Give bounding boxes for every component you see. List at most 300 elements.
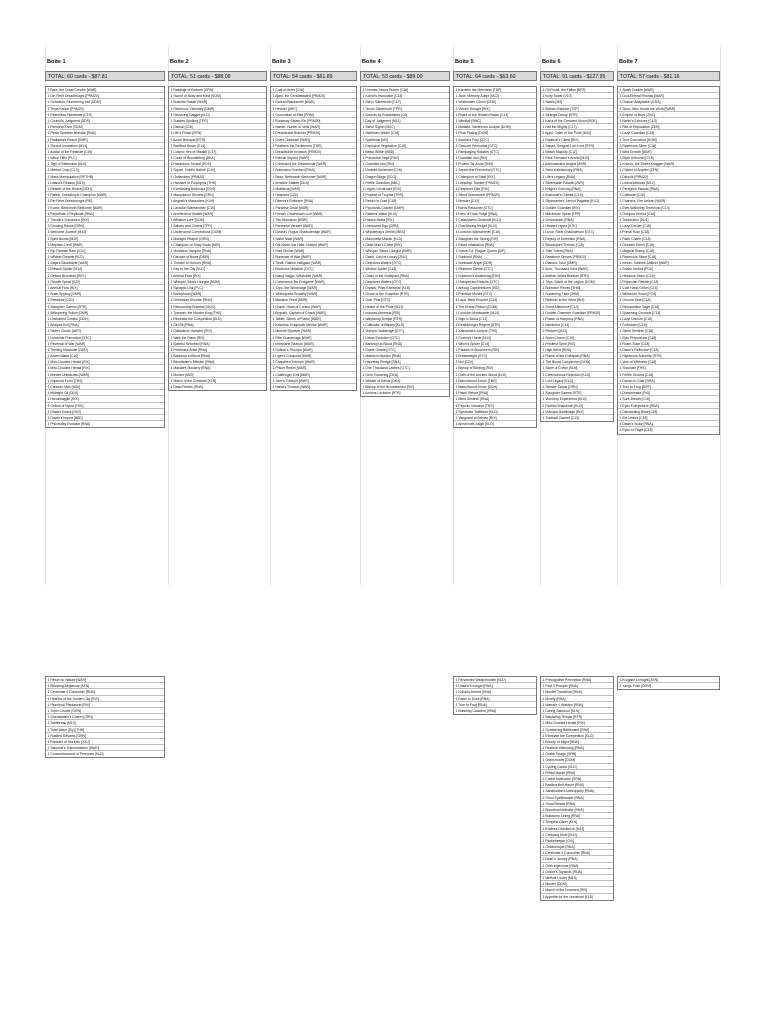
card-row: 1 Deepsnit [C20] [271, 192, 356, 198]
card-row: 1 Cataclysmic Gearhulk [KLD] [454, 217, 536, 223]
card-row: 1 Stubborn Denial [GTC] [454, 266, 536, 272]
card-row: 1 Brain Spyboy [DMR] [46, 291, 164, 297]
card-row: 1 Bishop of the Bloodstained [RIX] [361, 384, 449, 390]
card-row: 1 Reclaim [M12] [541, 328, 613, 334]
card-row: 1 Healer of the Pride [M13] [361, 304, 449, 310]
card-row: 1 Command the Dreadhorde [WAR] [271, 161, 356, 167]
card-row: 1 Namer, Hunter of Vells [WAR] [271, 124, 356, 130]
card-row: 1 Wildwood Scion [PCA] [618, 291, 719, 297]
card-row: 1 Grimalkin, Slumbering Idol [DDM] [46, 99, 164, 105]
card-row: 1 Frilled Mystic [RNA] [541, 770, 613, 776]
card-row: 1 Alathia, World Breaker [RTR] [541, 273, 613, 279]
card-row: 1 Bare, the Great Creator [WAR] [46, 87, 164, 93]
card-row: 1 Welcome Zombie [M14] [46, 229, 164, 235]
card-row: 1 Remorse Over [SDM] [46, 124, 164, 130]
card-row: 1 Eternal Skylord [WAR] [271, 155, 356, 161]
card-row: 1 Prophet of Truphia [TPR] [361, 192, 449, 198]
card-row: 1 Angrath's Marauders [KLN] [169, 198, 266, 204]
card-row: 1 Merfolk Louter [M13] [541, 875, 613, 881]
extra-card-list [453, 676, 537, 715]
card-row: 1 Bonesaw of War [WAR] [271, 254, 356, 260]
card-row: 1 Perennial Versant [WAR] [271, 223, 356, 229]
card-list [360, 86, 450, 397]
card-row: 1 Genesis Storm [C18] [618, 242, 719, 248]
card-row: 1 Stelo Kaleidocopy [RNA] [541, 167, 613, 173]
card-row: 1 Voice's Hunger [RIX] [454, 106, 536, 112]
card-row: 1 Lavadon Warhammer [C16] [169, 205, 266, 211]
card-row: 1 Harbor Motta [RIX] [361, 217, 449, 223]
card-row: 1 Sabers and Chains [TPR] [169, 223, 266, 229]
card-row: 1 Daring Sabotour [KLN] [541, 708, 613, 714]
card-row: 1 Steve Signet [M2C] [361, 124, 449, 130]
box-title: Boite 4 [362, 59, 381, 65]
card-row: 1 Tradicall Gambit [C13] [542, 415, 579, 420]
card-row: 1 Lazyl Guardian [C18] [618, 130, 719, 136]
card-list [617, 86, 720, 435]
card-row: 1 Grim Ingenious [RNA] [541, 863, 613, 869]
card-row: 1 Dream to Gate [RNA] [618, 378, 719, 384]
card-row: 1 Basilica Bell-Haunt [RNA] [541, 782, 613, 788]
card-row: 1 Vanguard of Brimaz [RIX] [454, 415, 536, 421]
card-row: 1 Hearths of the Golden City [RIX] [46, 696, 164, 702]
card-row: 1 Dean's Jocuby [RNA] [541, 856, 613, 862]
card-list [540, 86, 614, 422]
card-row: 1 Dawn's Scaly [RNA] [618, 421, 719, 427]
card-row: 1 Peacekeeper [GIX] [541, 838, 613, 844]
card-row: 1 Eliminate the Competition [KLD] [541, 733, 613, 739]
card-row: 1 Deepsnet Waters [GTC] [361, 279, 449, 285]
box-total: TOTAL: 57 cards - $81.16 [617, 71, 720, 81]
card-row: 1 Massum Feed [DMR] [271, 297, 356, 303]
card-row: 1 Arterial Flow [RIX] [46, 285, 164, 291]
card-row: 1 Life's Legacy [RNA] [541, 174, 613, 180]
card-row: 1 Squee, Goblin Nabob [C19] [169, 167, 266, 173]
card-row: 1 Slaughter the Strong [RIX] [454, 236, 536, 242]
card-row: 1 Dead Man's Chest [RIX] [361, 242, 449, 248]
card-row: 1 Seedborn Droves [PRM20] [541, 254, 613, 260]
card-row: 1 Idol [C20] [454, 359, 536, 365]
card-row: 1 Epic Proportions [C18] [618, 335, 719, 341]
card-row: 1 Psychic Intrusion [THS] [454, 403, 536, 409]
card-row: 1 Lost Legacy [KLD] [541, 378, 613, 384]
card-row: 1 Storm a Crown [KLN] [541, 365, 613, 371]
card-row: 1 Draxin's Import [BBD] [46, 415, 164, 421]
card-row: 1 Induced Amnesia [RRI] [361, 310, 449, 316]
card-row: 1 Roam Solar [C18] [618, 341, 719, 347]
card-row: 1 Glacier Knack [GK2] [46, 409, 164, 415]
card-row: 1 Amoog Capsbreakers [ISD] [454, 285, 536, 291]
card-row: 1 Rattok, Dreadboyle Champion [WAR] [46, 192, 164, 198]
card-row: 1 Key to the City [KLD] [169, 266, 266, 272]
card-row: 1 Tenuo Sabertooth [TPR] [361, 106, 449, 112]
card-row: 1 Dreadnyr Tracker [PRM20] [454, 180, 536, 186]
card-row: 1 Invisible Stalker [DKA] [271, 180, 356, 186]
card-row: 1 Murder [M20] [169, 372, 266, 378]
card-row: 1 Ordeal of Nylea [THS] [46, 403, 164, 409]
card-row: 1 Beast Within [BBD] [361, 149, 449, 155]
card-row: 1 Hemlock Storm [C18] [618, 273, 719, 279]
card-row: 1 Bloodmal Infiltrator [RNA] [541, 807, 613, 813]
card-row: 1 Azure Betrayal [RTR] [169, 137, 266, 143]
card-row: 1 Obscure Primordial [GTC] [454, 143, 536, 149]
card-row: 1 Whistlebay's Zenith [MBS] [361, 229, 449, 235]
card-row: 1 Auro, Thousand Kent [WAR] [541, 266, 613, 272]
card-row: 1 Widespread Brutality [WAR] [271, 291, 356, 297]
card-row: 1 Thrilling Marauder [DDU] [46, 347, 164, 353]
card-row: 1 Dead Revels [RNA] [170, 385, 203, 389]
card-row: 1 Vulnapa Guildmage [RIX] [541, 409, 613, 415]
card-row: 1 Murder Transition [RNA] [541, 689, 613, 695]
card-row: 1 Psychosis Crawler [DMR] [361, 205, 449, 211]
card-row: 1 Mass Manipulation [RPTHB] [46, 174, 164, 180]
card-row: 1 Eyes Everywhere [RNA] [618, 403, 719, 409]
card-row: 1 Boros Reckoner [GTC] [454, 205, 536, 211]
card-row: 1 Kiang Vaggo, Wildsrider [WAR] [271, 273, 356, 279]
card-row: 1 Guardian Idol [RIX] [454, 155, 536, 161]
card-row: 1 Appetite for the Unnatural [KLD] [542, 894, 594, 899]
extra-card-list [45, 676, 165, 758]
card-row: 1 Kolvid's Advent [RNA] [454, 689, 536, 695]
card-row: 1 Snake Umbra [PCA] [618, 266, 719, 272]
card-row: 1 Primordial Sage [RAV] [361, 155, 449, 161]
card-row: 1 Liger's Conquest [WAR] [271, 353, 356, 359]
card-row: 1 Chandra's Triumph [WAR] [271, 359, 356, 365]
card-row: 1 Gruul Spellbreaker [RNA] [541, 795, 613, 801]
card-row: 1 Coat of Arms [C06] [271, 87, 356, 93]
card-row: 1 Synaptic Link [PLC] [169, 285, 266, 291]
card-row: 1 Drachri's Insight [RNA] [454, 683, 536, 689]
card-row: 1 Gideon's Triumph [WAR] [271, 347, 356, 353]
card-row: 1 Ivory Tower [V10] [541, 93, 613, 99]
card-row: 1 Mortify [RNA] [541, 696, 613, 702]
card-row: 1 Uncharted Creator [DDH] [46, 316, 164, 322]
card-row: 1 Unmoored Ego [GRN] [361, 223, 449, 229]
card-row: 1 Sure-Breath [C18] [618, 396, 719, 402]
card-row: 1 Forbidden [C18] [618, 322, 719, 328]
card-row: 1 Groundline of Elite [PRM] [271, 112, 356, 118]
card-row: 1 March of the Drowned [KLN] [169, 378, 266, 384]
card-row: 1 Dreadbrade Butcher [PRM20] [271, 130, 356, 136]
card-row: 1 Silent Gravestone [PRM20] [454, 192, 536, 198]
card-row: 1 Turn to Frog [RNA] [454, 702, 536, 708]
card-row: 1 Maddom Mystics [RNA] [361, 353, 449, 359]
card-row: 1 Phyrexian Rebirth [C18] [618, 279, 719, 285]
card-row: 1 Martial Coup [C13] [46, 167, 164, 173]
card-row: 1 Dragon Mage [SCG] [361, 174, 449, 180]
card-row: 1 Rakh Charm [C18] [618, 236, 719, 242]
box-total: TOTAL: 54 cards - $61.89 [270, 71, 357, 81]
card-row: 1 Diterva's Embrace [RNA] [271, 198, 356, 204]
card-row: 1 Ground Seal [C18] [618, 297, 719, 303]
card-row: 1 Reliever to the Wind [RIX] [541, 297, 613, 303]
card-row: 1 Oracon Adaptation [DDS] [618, 99, 719, 105]
card-row: 1 Knight's Evening [RNA] [541, 186, 613, 192]
card-row: 1 Righteous Authority [RTR] [618, 353, 719, 359]
card-row: 1 Krugahn's Insight [ZEN] [618, 677, 719, 683]
card-row: 1 Azorius Lockdow [RTR] [362, 391, 401, 396]
card-row: 1 Creeping Mold [KLD] [541, 832, 613, 838]
card-row: 1 God-Eternal Rhonas [WAR] [618, 93, 719, 99]
card-row: 1 Revolving Dagger [KLD] [169, 112, 266, 118]
card-row: 1 Lovedon Warhammer [C16] [454, 229, 536, 235]
card-row: 1 Champion of Stray Souls [M20] [169, 242, 266, 248]
card-row: 1 Booleous Mutation [GTC] [271, 266, 356, 272]
card-row: 1 Radenal's Climb [RIX] [541, 137, 613, 143]
card-row: 1 Dismal [C16] [169, 124, 266, 130]
card-row: 1 Riva, Termano's Anvild [M15] [541, 155, 613, 161]
card-row: 1 Marionette Master [KLD] [361, 236, 449, 242]
card-row: 1 Stasis [M3] [541, 99, 613, 105]
card-row: 1 Oath of the Ancient Wood [KLD] [454, 372, 536, 378]
card-row: 1 Faithful Shandown [KLD] [541, 403, 613, 409]
extra-card-list [540, 676, 614, 901]
card-row: 1 Whisper, Blood Liturgist [DMR] [361, 248, 449, 254]
card-row: 1 Paradise Druid [WAR] [271, 205, 356, 211]
card-row: 1 Tibalt, Rakish Instigator [WAR] [271, 260, 356, 266]
card-row: 1 Liliana's Reason [M13] [46, 180, 164, 186]
card-row: 1 Ravenous Slime [C18] [618, 143, 719, 149]
card-row: 1 Avatar of the Reatride [C19] [46, 149, 164, 155]
card-row: 1 Vow of Wildness [C18] [618, 359, 719, 365]
card-row: 1 Hornswaggle [RIX] [46, 396, 164, 402]
card-row: 1 Ebbash Spider [M14] [46, 266, 164, 272]
card-row: 1 Witch's Spider [C13] [454, 341, 536, 347]
card-row: 1 Grimoldan Shoetar [RNA] [169, 297, 266, 303]
card-row: 1 Knorus, the Street Kraggen [WAR] [618, 161, 719, 167]
card-row: 1 Defiant Bloodlord [BFZ] [46, 273, 164, 279]
card-row: 1 Midnight Oil [DDS] [46, 390, 164, 396]
card-row: 1 Council's Judgment [DDS] [46, 118, 164, 124]
card-row: 1 Breakweight [GTC] [454, 353, 536, 359]
card-row: 1 Din Fleet Dreadnought [RE] [46, 198, 164, 204]
card-row: 1 Flame of the Guildpact [RNA] [541, 353, 613, 359]
card-list [168, 86, 267, 391]
card-row: 1 Spark Double [WAR] [618, 87, 719, 93]
card-row: 1 Undead Alchemist [C16] [361, 167, 449, 173]
card-row: 1 Peregrine Haunts [RNA] [618, 186, 719, 192]
card-row: 1 Mayhem Devil [WAR] [46, 242, 164, 248]
card-row: 1 Growth Chamber Guardian [PRM20] [541, 310, 613, 316]
card-row: 1 Tezzeratior [DD1] [618, 217, 719, 223]
card-row: 1 Interplane Beacon [WAR] [271, 341, 356, 347]
card-row: 1 Unexpected Results [GTC] [454, 279, 536, 285]
card-row: 1 Rambler of Morinds [JOU] [46, 739, 164, 745]
card-row: 1 Bishop of Binding [RIX] [454, 365, 536, 371]
box-total: TOTAL: 53 cards - $89.00 [360, 71, 450, 81]
card-row: 1 Caravan Man [M20] [46, 384, 164, 390]
card-row: 1 Sinister Sands [GRN] [541, 384, 613, 390]
card-row: 1 Beach Majority [C17] [541, 149, 613, 155]
card-row: 1 Sepulchral Primordial [GTC] [454, 167, 536, 173]
card-row: 1 Wreath of Geists [DKA] [361, 378, 449, 384]
card-row: 1 The Eldest Reborn [DOM] [454, 304, 536, 310]
card-row: 1 Warrant // Warden [RNA] [541, 702, 613, 708]
card-row: 1 Deepsnet Waters [GTC] [361, 260, 449, 266]
card-row: 1 Kuomme's Awakening [RIX] [454, 273, 536, 279]
card-row: 1 Raiders' Wake [KLN] [361, 211, 449, 217]
card-row: 1 Wildest Dreams [KLD] [46, 254, 164, 260]
card-row: 1 High Wind [RNA] [541, 347, 613, 353]
card-row: 1 Armorcraft Judge [KLD] [455, 422, 494, 427]
card-row: 1 Garza Zol, Plague Queen [DIP] [454, 248, 536, 254]
card-row: 1 Grave Gnarls [GTC] [361, 347, 449, 353]
card-row: 1 Glass of the Guildpact [RNA] [361, 273, 449, 279]
card-row: 1 Day of Judgment [M12] [361, 118, 449, 124]
card-row: 1 Commence the Endgame [WAR] [271, 279, 356, 285]
card-row: 1 Karnerik the Merciless [TSP] [454, 87, 536, 93]
card-row: 1 Fated Infatuation [RNA] [454, 242, 536, 248]
card-row: 1 Haunttaq Pledge [RNA] [361, 359, 449, 365]
card-row: 1 Deepsnet Elite [RIX] [454, 186, 536, 192]
card-row: 1 Vialupa Guildmage [GTC] [361, 328, 449, 334]
card-row: 1 Boneyhand [WAR] [169, 291, 266, 297]
card-row: 1 Ledmetoxbloks [M12] [618, 180, 719, 186]
card-row: 1 Tidal Wake [Ely] [THB] [46, 727, 164, 733]
card-row: 1 Whisper, Blood Liturgist [MOM] [169, 279, 266, 285]
card-row: 1 Traxulli's Successor [RIX] [46, 217, 164, 223]
card-row: 1 Kozra, Behemoth Beckoner [WAR] [46, 205, 164, 211]
card-row: 1 Turn to Frog [DRF] [618, 384, 719, 390]
card-row: 1 Calibade [C18] [618, 192, 719, 198]
card-row: 1 Blanchwood Armor [DDH] [454, 384, 536, 390]
card-row: 1 The Wanderer [WAR] [271, 217, 356, 223]
card-row: 1 Bullwomp Lining [RNA] [541, 813, 613, 819]
card-row: 1 Deathbringer Regent [DTR] [454, 322, 536, 328]
card-row: 1 Swiftbreak [M13] [46, 720, 164, 726]
card-row: 1 Everlasting Ambrosia [DDS] [169, 186, 266, 192]
card-row: 1 Billowing Airglacour [KLN] [46, 683, 164, 689]
card-row: 1 Grael Celebrant [WAR] [271, 137, 356, 143]
card-row: 1 Fertile Guardian [BBC] [361, 180, 449, 186]
box-title: Boite 6 [542, 59, 561, 65]
card-row: 1 True Conviction [DOM] [618, 137, 719, 143]
card-row: 1 Urmoas, Hours Ruiner [C16] [361, 87, 449, 93]
card-row: 1 Seedipse [C20] [46, 297, 164, 303]
card-row: 1 Guardian Idol [RIX] [361, 161, 449, 167]
card-row: 1 Arterial Flow [RIX] [169, 273, 266, 279]
card-row: 1 Precognitive Perception [RNA] [541, 677, 613, 683]
card-row: 1 Blyth Unbound [C18] [618, 155, 719, 161]
card-row: 1 Dismantling Blow [C18] [618, 409, 719, 415]
card-row: 1 Shoulder [THS] [618, 365, 719, 371]
card-row: 1 Runaway Steam-Kin [PRM20] [271, 118, 356, 124]
card-row: 1 Pirate Speaker Islandar [RNA] [46, 130, 164, 136]
card-row: 1 Sigil of Distinction [ALA] [46, 161, 164, 167]
card-row: 1 Wayfaring Temple [RTR] [361, 316, 449, 322]
card-row: 1 Windfall [SMC] [454, 118, 536, 124]
card-row: 1 Primal Hour [C18] [618, 229, 719, 235]
card-row: 1 Reviver [ARC] [271, 106, 356, 112]
extra-card-list [617, 676, 720, 690]
card-row: 1 Administrator Angels [ASR] [541, 161, 613, 167]
card-row: 1 Saga's Bloodfaste [WAR] [46, 260, 164, 266]
card-row: 1 Philorsday Evidolun [RNA] [47, 422, 91, 427]
card-row: 1 Bankrupt in Blood [RNA] [361, 341, 449, 347]
card-row: 1 Resilent Watchdog [RNA] [541, 745, 613, 751]
card-row: 1 Siversmoder [DOM] [541, 757, 613, 763]
card-row: 1 Rite of Replication [ZEN] [618, 124, 719, 130]
card-row: 1 Ineket, Sublime Artificer [WAR] [618, 260, 719, 266]
card-row: 1 Nissa's Triumph [WAR] [272, 385, 310, 389]
card-row: 1 Bloodspore Thrinax [C15] [541, 242, 613, 248]
card-row: 1 The Blood Complexion [DOM] [541, 359, 613, 365]
card-row: 1 Blind Sentinel [RNA] [454, 396, 536, 402]
card-row: 1 Octopus Umbra [C18] [618, 211, 719, 217]
card-row: 1 Conventionment of Personas [KLD] [47, 752, 104, 757]
card-row: 1 Chisler of Arcplex [ZEN] [618, 167, 719, 173]
card-row: 1 Pest // Prosper [RNA] [541, 683, 613, 689]
card-row: 1 Wayfaring Temple [RTR] [541, 714, 613, 720]
card-row: 1 Sudden Spoiling [TPR] [169, 118, 266, 124]
card-row: 1 Skeletum Wilder [C18] [361, 130, 449, 136]
card-row: 1 Jace, Memory Adept [M12] [454, 93, 536, 99]
card-row: 1 Hero of Dark Ridge [RNA] [454, 211, 536, 217]
card-row: 1 Fall the Mighty [C17] [541, 124, 613, 130]
card-row: 1 Phase of Harmony [RNA] [541, 316, 613, 322]
card-row: 1 Fated Return [RNA] [454, 390, 536, 396]
card-row: 1 Grave, Hand of Control [WAR] [271, 304, 356, 310]
card-row: 1 Bubbling Cauldron [RNA] [455, 708, 497, 713]
card-row: 1 Tempest Caller [KLN] [541, 819, 613, 825]
card-row: 1 Swiftfoot Boots [C14] [169, 143, 266, 149]
card-row: 1 Shroud Invocation [M14] [46, 143, 164, 149]
card-row: 1 Golden Guardian [RIX] [541, 205, 613, 211]
card-row: 1 Daskl, Lord of Luxury [ZNC] [361, 254, 449, 260]
card-row: 1 Bankrupt in Blood [RNA] [169, 353, 266, 359]
card-row: 1 Loxodon Mindwaster [M14] [454, 310, 536, 316]
card-row: 1 Mallatte, Vanteera's Acolyte [DOM] [454, 124, 536, 130]
card-row: 1 Renowned Weaponsmith [KLD] [454, 677, 536, 683]
card-row: 1 Kolvid's Invocation [C18] [361, 93, 449, 99]
card-row: 1 Endless Obedience [M13] [541, 826, 613, 832]
card-row: 1 Skou, Who Howls the World [WAR] [618, 106, 719, 112]
card-row: 1 Guildnerique [RNA] [541, 844, 613, 850]
card-row: 1 Return to Dust [C18] [361, 198, 449, 204]
card-row: 1 Mender [C13] [454, 198, 536, 204]
card-row: 1 Roars of the Hidden Realm [C14] [454, 112, 536, 118]
card-row: 1 Kasmina, Enigmatic Mentor [WAR] [271, 322, 356, 328]
card-row: 1 Resounding Bolettos [MOU] [169, 304, 266, 310]
card-row: 1 Challenger Troll [WAR] [271, 372, 356, 378]
card-row: 1 Sunbond [RNA] [454, 254, 536, 260]
card-row: 1 Over Plus [GTC] [361, 297, 449, 303]
card-row: 1 Olk Narth, the Hate-Twisted [WAR] [271, 242, 356, 248]
box-title: Boite 1 [47, 59, 66, 65]
card-row: 1 Reader of the Reach [DDH] [46, 186, 164, 192]
box-title: Boite 3 [272, 59, 291, 65]
card-row: 1 Paladin of Atonement [RIX] [454, 347, 536, 353]
card-row: 1 Eyes of Pright [C18] [619, 428, 653, 433]
card-row: 1 Xassanria's Acolyte [THS] [454, 328, 536, 334]
card-row: 1 Deputy of Detention [RNA] [541, 236, 613, 242]
card-row: 1 Whitewater Clown [DDB] [454, 99, 536, 105]
card-row: 1 Primitive Monks [GTC] [454, 291, 536, 297]
card-row: 1 Vindictive Vampire [RNA] [169, 248, 266, 254]
card-row: 1 Chandra, Fire Artisan [WAR] [618, 198, 719, 204]
card-row: 1 Cosmic Hex of Malakir [C17] [169, 149, 266, 155]
card-row: 1 Archfiend of Ifnakfe [WAR] [169, 211, 266, 217]
card-row: 1 Ceremonious Rejection [KLD] [541, 372, 613, 378]
card-row: 1 Murder [DDM] [541, 881, 613, 887]
card-row: 1 Dryads, Pillar Exemplar [KLD] [361, 285, 449, 291]
card-row: 1 Mutkarna [WAR] [271, 186, 356, 192]
card-row: 1 Spiteful Returned [RNA] [169, 341, 266, 347]
card-row: 1 Legion Lieutenant [RIX] [361, 186, 449, 192]
box-total: TOTAL: 60 cards - $87.81 [45, 71, 165, 81]
card-row: 1 Dawn's Reflection [C18] [618, 347, 719, 353]
card-row: 1 Gheulstalkin's Charm [GRN] [46, 714, 164, 720]
card-row: 1 Maximizer Spear [TPR] [541, 211, 613, 217]
